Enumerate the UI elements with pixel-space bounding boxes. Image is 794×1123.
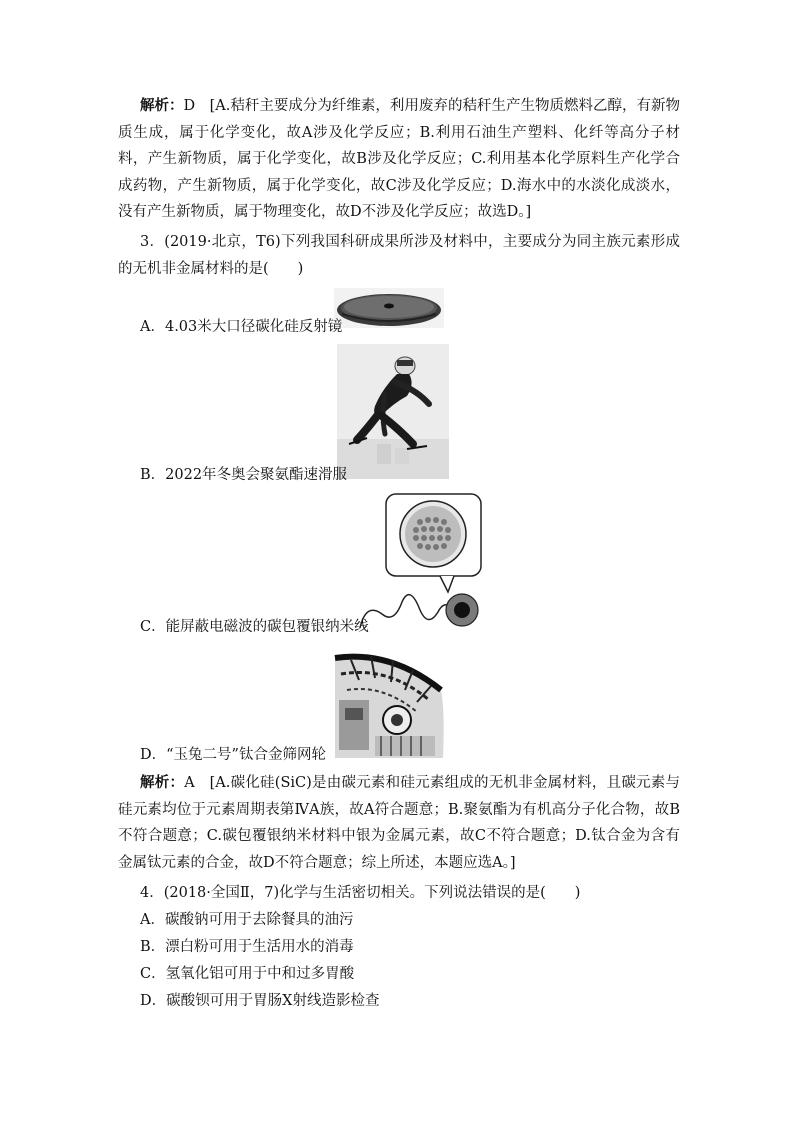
analysis-text: D [A.秸秆主要成分为纤维素，利用废弃的秸秆生产生物质燃料乙醇，有新物质生成，属于化学变化，故A涉及化学反应；B.利用石油生产塑料、化纤等高分子材料，产生新物质，属于化学变化，故B涉及化学反应；C.利用基本化学原料生产化学合成药物，产生新物质，属于化学变化，故C涉及化学反应；D.海水中的水淡化成淡水，没有产生新物质，属于物理变化，故D不涉及化学反应；故选D。]	[118, 98, 680, 220]
nanowire-diagram	[358, 492, 484, 634]
q3-option-c: C．能屏蔽电磁波的碳包覆银纳米线	[140, 619, 369, 635]
q3-option-a: A．4.03米大口径碳化硅反射镜	[140, 319, 343, 335]
q4-option-c: C．氢氧化铝可用于中和过多胃酸	[140, 966, 355, 982]
q3-option-b: B．2022年冬奥会聚氨酯速滑服	[140, 467, 348, 483]
wheel-image	[331, 650, 445, 758]
q4-option-d: D．碳酸钡可用于胃肠X射线造影检查	[140, 993, 380, 1009]
analysis-text: A [A.碳化硅(SiC)是由碳元素和硅元素组成的无机非金属材料，且碳元素与硅元素均位于元素周期表第ⅣA族，故A符合题意；B.聚氨酯为有机高分子化合物，故B不符合题意；C.碳包覆银纳米材料中银为金属元素，故C不符合题意；D.钛合金为含有金属钛元素的合金，故D不符合题意；综上所述，本题应选A。]	[118, 775, 681, 871]
q4-option-a: A．碳酸钠可用于去除餐具的油污	[140, 912, 354, 928]
analysis-label: 解析：	[140, 97, 184, 114]
q4-option-b: B．漂白粉可用于生活用水的消毒	[140, 939, 354, 955]
skater-image	[337, 344, 449, 479]
analysis-paragraph-3	[118, 770, 680, 876]
analysis-label: 解析：	[140, 774, 185, 791]
q3-option-d: D．“玉兔二号”钛合金筛网轮	[140, 747, 326, 763]
mirror-image	[334, 288, 444, 328]
question-3-stem: 3．(2019·北京，T6)下列我国科研成果所涉及材料中，主要成分为同主族元素形成的无机非金属材料的是( )	[118, 234, 680, 277]
question-4-stem: 4．(2018·全国Ⅱ，7)化学与生活密切相关。下列说法错误的是( )	[140, 885, 581, 901]
analysis-paragraph-1	[118, 93, 680, 226]
